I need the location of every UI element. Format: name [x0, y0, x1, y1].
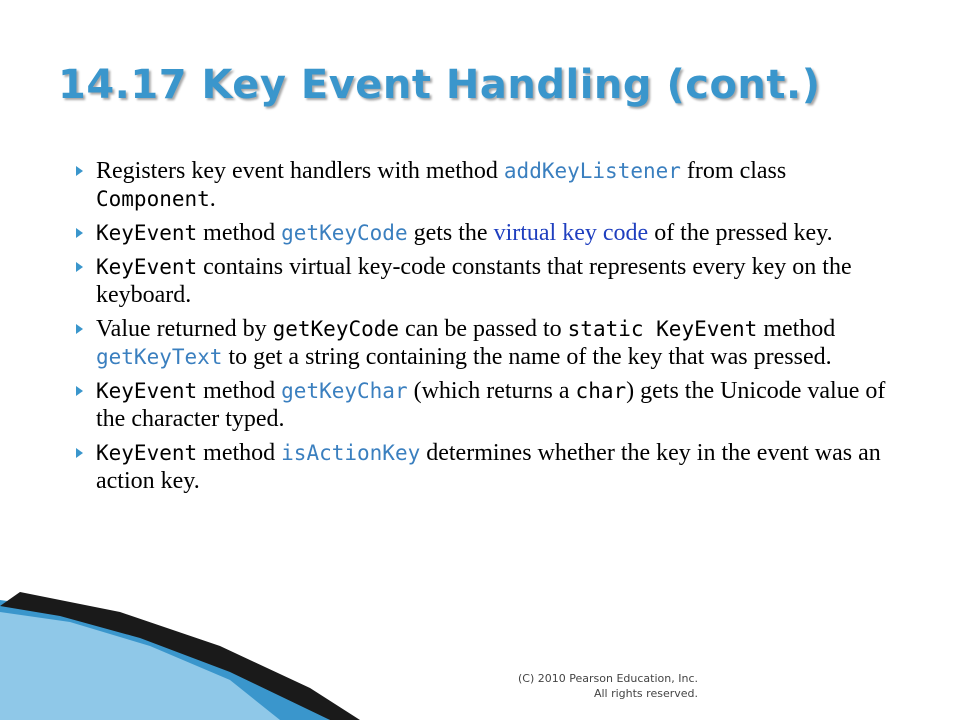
triangle-bullet-icon — [76, 228, 83, 238]
code-text: getKeyCode — [281, 221, 408, 245]
bullet-item — [78, 377, 908, 433]
code-text: KeyEvent — [96, 379, 198, 403]
bullet-text: ) gets the Unicode value of the character typed. — [96, 378, 892, 432]
bullet-text: gets the — [407, 220, 494, 246]
triangle-bullet-icon — [76, 386, 83, 396]
triangle-bullet-icon — [76, 324, 83, 334]
bullet-text: determines whether the key in the event was an action key. — [96, 440, 887, 494]
bullet-text: method — [197, 220, 282, 246]
bullet-text: method — [757, 316, 842, 342]
code-text: KeyEvent — [96, 221, 198, 245]
code-text: isActionKey — [281, 441, 421, 465]
code-text: getKeyChar — [281, 379, 408, 403]
bullet-item — [78, 439, 908, 495]
bullet-text: Registers key event handlers with method — [96, 158, 504, 184]
bullet-item — [78, 157, 908, 213]
code-text: static KeyEvent — [567, 317, 758, 341]
bullet-text: to get a string containing the name of the key that was pressed. — [222, 344, 832, 370]
copyright-footer — [486, 671, 698, 701]
bullet-text: method — [197, 378, 282, 404]
bullet-text: (which returns a — [407, 378, 576, 404]
code-text: getKeyCode — [272, 317, 400, 341]
code-text: KeyEvent — [96, 441, 198, 465]
bullet-item — [78, 219, 908, 247]
bullet-item — [78, 253, 908, 309]
bullet-item — [78, 315, 908, 371]
term-text: virtual key code — [493, 220, 649, 246]
code-text: addKeyListener — [503, 159, 681, 183]
bullet-text: of the pressed key. — [648, 220, 833, 246]
bullet-text: . — [209, 186, 216, 212]
bullet-text: method — [197, 440, 282, 466]
triangle-bullet-icon — [76, 448, 83, 458]
bullet-text: can be passed to — [399, 316, 568, 342]
bullet-text: from class — [680, 158, 793, 184]
code-text: getKeyText — [96, 345, 223, 369]
copyright-line-1: (C) 2010 Pearson Education, Inc. — [518, 672, 698, 685]
bullet-text: Value returned by — [96, 316, 273, 342]
code-text: KeyEvent — [96, 255, 198, 279]
code-text: Component — [96, 187, 210, 211]
bullet-list — [78, 157, 908, 501]
bullet-text: contains virtual key-code constants that represents every key on the keyboard. — [96, 254, 858, 308]
copyright-line-2: All rights reserved. — [593, 687, 698, 700]
slide-title: 14.17 Key Event Handling (cont.) — [58, 62, 821, 108]
code-text: char — [575, 379, 627, 403]
triangle-bullet-icon — [76, 166, 83, 176]
triangle-bullet-icon — [76, 262, 83, 272]
